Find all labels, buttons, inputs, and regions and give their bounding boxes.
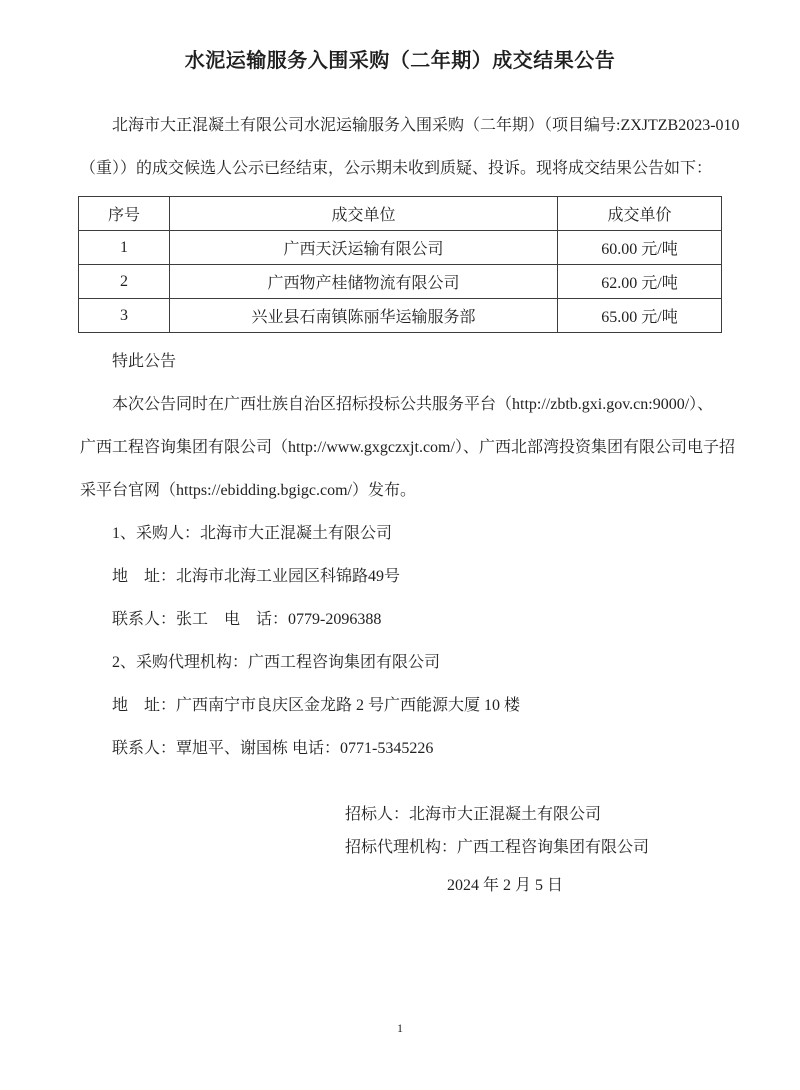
- cell-price: 65.00 元/吨: [558, 299, 722, 333]
- publish-paragraph: [80, 383, 735, 512]
- column-header-price: 成交单价: [558, 197, 722, 231]
- purchaser-section: [80, 512, 720, 641]
- signature-date: 2024 年 2 月 5 日: [446, 877, 563, 894]
- cell-company: 广西物产桂储物流有限公司: [170, 265, 558, 299]
- cell-seq: 2: [79, 265, 170, 299]
- signature-block: [345, 798, 665, 902]
- publish-line-1: 本次公告同时在广西壮族自治区招标投标公共服务平台（http://zbtb.gxi.gov.cn:9000/）、: [112, 396, 714, 413]
- column-header-company: 成交单位: [170, 197, 558, 231]
- agency-contact-line: 联系人：覃旭平、谢国栋 电话：0771-5345226: [112, 740, 434, 757]
- intro-line-2: （重））的成交候选人公示已经结束，公示期未收到质疑、投诉。现将成交结果公告如下：: [80, 160, 713, 177]
- column-header-seq: 序号: [79, 197, 170, 231]
- agency-name-line: 2、采购代理机构：广西工程咨询集团有限公司: [112, 654, 441, 671]
- page-number: 1: [397, 1021, 403, 1035]
- signature-agency-line: 招标代理机构：广西工程咨询集团有限公司: [345, 839, 650, 856]
- result-table-header-row: [79, 197, 722, 231]
- intro-line-1: 北海市大正混凝土有限公司水泥运输服务入围采购（二年期）（项目编号:ZXJTZB2023-010: [112, 117, 740, 134]
- cell-price: 60.00 元/吨: [558, 231, 722, 265]
- table-row: [79, 231, 722, 265]
- cell-company: 兴业县石南镇陈丽华运输服务部: [170, 299, 558, 333]
- signature-bidder-line: 招标人：北海市大正混凝土有限公司: [345, 806, 602, 823]
- purchaser-name-line: 1、采购人：北海市大正混凝土有限公司: [112, 525, 393, 542]
- cell-seq: 1: [79, 231, 170, 265]
- purchaser-contact-line: 联系人：张工 电 话：0779-2096388: [112, 611, 382, 628]
- agency-section: [80, 641, 720, 770]
- purchaser-address-line: 地 址：北海市北海工业园区科锦路49号: [112, 568, 401, 585]
- result-table: [78, 196, 722, 333]
- publish-line-3: 采平台官网（https://ebidding.bgigc.com/）发布。: [80, 482, 416, 499]
- publish-line-2: 广西工程咨询集团有限公司（http://www.gxgczxjt.com/）、广西北部湾投资集团有限公司电子招: [80, 439, 735, 456]
- intro-paragraph: [80, 104, 740, 190]
- cell-price: 62.00 元/吨: [558, 265, 722, 299]
- document-title: 水泥运输服务入围采购（二年期）成交结果公告: [184, 50, 616, 72]
- agency-address-line: 地 址：广西南宁市良庆区金龙路 2 号广西能源大厦 10 楼: [112, 697, 521, 714]
- table-row: [79, 299, 722, 333]
- hereby-announcement-line: 特此公告: [112, 353, 177, 370]
- table-row: [79, 265, 722, 299]
- cell-company: 广西天沃运输有限公司: [170, 231, 558, 265]
- cell-seq: 3: [79, 299, 170, 333]
